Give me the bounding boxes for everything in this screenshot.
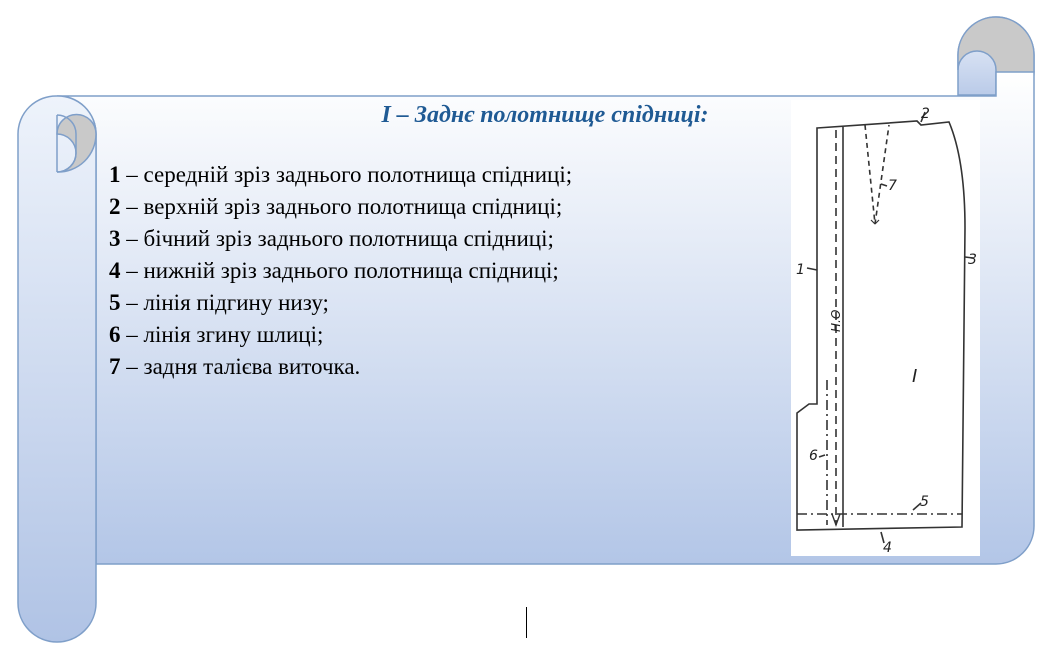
- item-text: – бічний зріз заднього полотнища спідниці;: [120, 226, 554, 251]
- section-title: I – Заднє полотнище спідниці:: [381, 102, 709, 128]
- legend-list: [109, 159, 572, 383]
- label-6: 6: [809, 448, 818, 464]
- item-number: 2: [109, 194, 121, 219]
- item-number: 7: [109, 354, 121, 379]
- list-item: [109, 223, 572, 255]
- list-item: [109, 351, 572, 383]
- item-text: – задня талієва виточка.: [120, 354, 361, 379]
- skirt-pattern-drawing: [791, 100, 980, 556]
- waist-dart: [865, 125, 889, 224]
- item-number: 3: [109, 226, 121, 251]
- item-number: 5: [109, 290, 121, 315]
- item-number: 4: [109, 258, 121, 283]
- item-text: – лінія згину шлиці;: [120, 322, 324, 347]
- center-line-label: Н.О: [829, 309, 843, 332]
- list-item: [109, 255, 572, 287]
- item-text: – нижній зріз заднього полотнища спідниці;: [120, 258, 559, 283]
- list-item: [109, 287, 572, 319]
- label-4: 4: [883, 540, 892, 556]
- item-text: – середній зріз заднього полотнища спідниці;: [120, 162, 573, 187]
- text-cursor: [526, 607, 527, 638]
- label-1: 1: [796, 262, 805, 278]
- item-text: – верхній зріз заднього полотнища спідниці;: [120, 194, 563, 219]
- piece-label: I: [912, 366, 918, 387]
- label-5: 5: [920, 494, 929, 510]
- label-7: 7: [888, 178, 897, 194]
- label-2: 2: [921, 106, 930, 122]
- item-text: – лінія підгину низу;: [120, 290, 329, 315]
- scroll-roll-left: [18, 96, 96, 642]
- list-item: [109, 191, 572, 223]
- item-number: 6: [109, 322, 121, 347]
- pattern-outline: [797, 121, 965, 530]
- item-number: 1: [109, 162, 121, 187]
- list-item: [109, 319, 572, 351]
- list-item: [109, 159, 572, 191]
- label-3: 3: [968, 252, 977, 268]
